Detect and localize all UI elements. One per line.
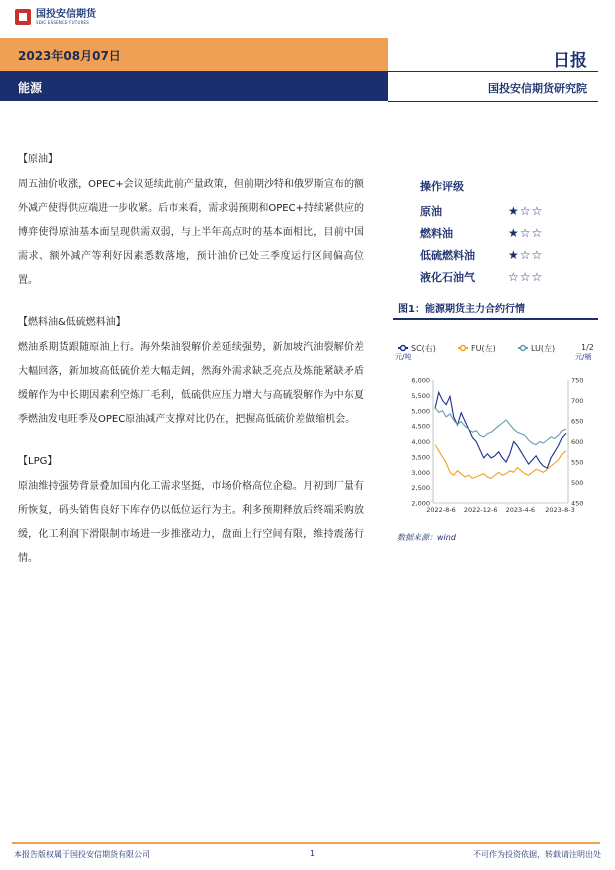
fuel-oil-heading: 【燃料油&低硫燃料油】 (18, 317, 126, 328)
x-tick-label: 2023-4-6 (505, 506, 536, 514)
rating-title: 操作评级 (420, 180, 464, 193)
company-logo (14, 8, 96, 26)
institute-name: 国投安信期货研究院 (488, 82, 587, 95)
x-tick-label: 2022-8-6 (426, 506, 456, 514)
footer-copyright: 本报告版权属于国投安信期货有限公司 (14, 850, 150, 859)
legend-sc-marker (401, 346, 406, 351)
left-tick-label: 6,000 (411, 376, 430, 385)
left-tick-label: 4,000 (411, 438, 430, 446)
figure-source: 数据来源：wind (397, 533, 456, 542)
left-tick-label: 2,000 (411, 499, 430, 508)
header-divider (388, 71, 598, 72)
left-tick-label: 3,000 (411, 468, 430, 477)
rating-name: 低硫燃料油 (420, 249, 475, 262)
rating-row (420, 200, 543, 222)
left-tick-label: 4,500 (411, 422, 430, 431)
rating-name: 液化石油气 (420, 271, 475, 284)
report-section: 能源 (18, 81, 43, 95)
footer-disclaimer: 不可作为投资依据，转载请注明出处 (473, 850, 601, 859)
right-tick-label: 600 (571, 438, 584, 446)
chart-legend[interactable] (398, 343, 594, 353)
legend-sc-label: SC(右) (411, 344, 436, 353)
fuel-oil-paragraph: 燃油系期货跟随原油上行。海外柴油裂解价差延续强势，新加坡汽油裂解价差大幅回落，新加坡高低硫价差大幅走阔，然海外需求缺乏亮点及炼能紧缺矛盾缓解作为中长期因素利空炼厂毛利，低硫供应压力增大与高硫裂解作为中东夏季燃油发电旺季及OPEC原油减产支撑对比仍在，把握高低硫价差做缩机会。 (18, 342, 364, 425)
lpg-heading: 【LPG】 (18, 456, 58, 467)
logo-icon (14, 8, 32, 26)
rating-row (420, 244, 543, 266)
chart-lines (435, 392, 566, 478)
header-divider-bottom (388, 101, 598, 102)
left-tick-label: 2,500 (411, 484, 430, 493)
legend-fu-marker (461, 346, 466, 351)
right-tick-label: 550 (571, 458, 584, 467)
legend-fu-label: FU(左) (471, 344, 496, 353)
x-tick-label: 2022-12-6 (463, 506, 498, 514)
right-tick-label: 450 (571, 499, 584, 508)
star-rating-icon: ☆☆☆ (508, 270, 544, 284)
figure-title: 图1：能源期货主力合约行情 (398, 304, 525, 315)
footer-divider (12, 842, 600, 844)
legend-page-indicator[interactable]: 1/2 (581, 343, 594, 352)
logo-text: 国投安信期货 (36, 9, 96, 20)
crude-oil-paragraph: 周五油价收涨，OPEC+会议延续此前产量政策，但前期沙特和俄罗斯宣布的额外减产使得供应端进一步收紧。后市来看，需求弱预期和OPEC+持续紧供应的博弈使得原油基本面呈现供需双弱，与上半年高点时的基本面相比，目前中国需求、额外减产等利好因素悉数落地，预计油价已处三季度运行区间偏高位置。 (18, 179, 364, 286)
operation-rating (420, 178, 543, 288)
rating-name: 燃料油 (420, 227, 453, 240)
legend-lu-label: LU(左) (531, 344, 556, 353)
series-line-sc (435, 392, 566, 468)
report-type: 日报 (553, 51, 587, 71)
left-tick-label: 5,500 (411, 391, 430, 400)
page-number: 1 (310, 849, 316, 858)
rating-row (420, 266, 543, 288)
right-axis-unit: 元/桶 (575, 353, 592, 361)
star-rating-icon: ★☆☆ (508, 248, 544, 262)
x-tick-label: 2023-8-3 (545, 506, 575, 514)
star-rating-icon: ★☆☆ (508, 226, 544, 240)
rating-name: 原油 (420, 205, 442, 218)
left-tick-label: 5,000 (411, 407, 430, 416)
crude-oil-heading: 【原油】 (18, 154, 58, 165)
right-tick-label: 650 (571, 417, 584, 426)
left-axis-unit: 元/吨 (395, 353, 412, 361)
rating-row (420, 222, 543, 244)
right-tick-label: 750 (571, 376, 584, 385)
header-navy-bar (0, 71, 388, 101)
right-tick-label: 500 (571, 479, 584, 487)
series-line-lu (435, 408, 566, 445)
lpg-paragraph: 原油维持强势背景叠加国内化工需求坚挺，市场价格高位企稳。月初到厂量有所恢复，码头销售良好下库存仍以低位运行为主。利多预期释放后终端采购放缓，化工利润下滑限制市场进一步推涨动力，盘面上行空间有限，维持震荡行情。 (18, 481, 364, 564)
logo-subtext: SDIC ESSENCE FUTURES (36, 20, 90, 25)
figure-divider (393, 318, 598, 320)
right-tick-label: 700 (571, 397, 584, 405)
report-body (18, 150, 364, 591)
legend-lu-marker (521, 346, 526, 351)
left-tick-label: 3,500 (411, 453, 430, 462)
report-date: 2023年08月07日 (18, 49, 121, 63)
energy-futures-chart (393, 337, 603, 525)
series-line-fu (435, 445, 566, 479)
star-rating-icon: ★☆☆ (508, 204, 544, 218)
